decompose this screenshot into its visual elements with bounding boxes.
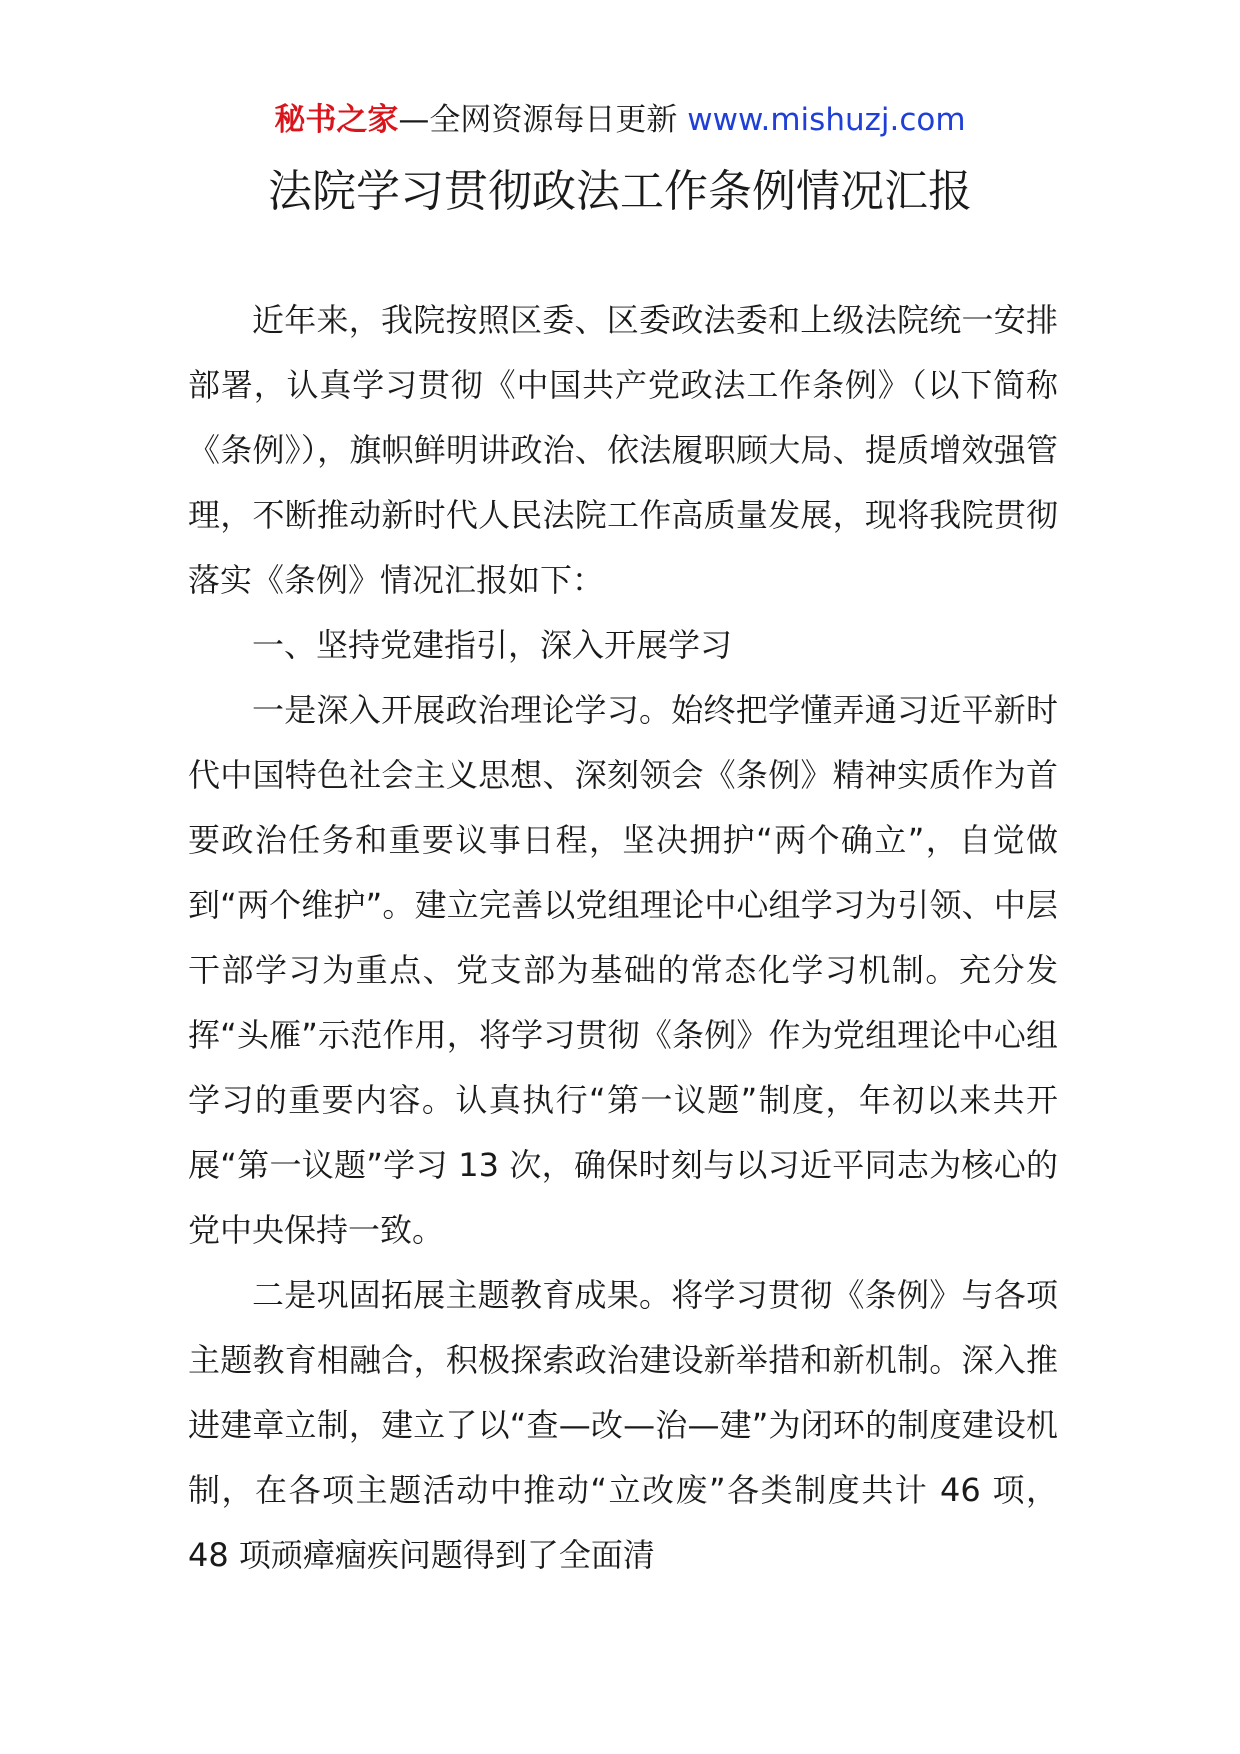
brand-slogan: —全网资源每日更新 bbox=[398, 102, 678, 138]
document-title: 法院学习贯彻政法工作条例情况汇报 bbox=[268, 166, 972, 217]
intro-paragraph: 近年来，我院按照区委、区委政法委和上级法院统一安排部署，认真学习贯彻《中国共产党政法工作条例》（以下简称《条例》），旗帜鲜明讲政治、依法履职顾大局、提质增效强管理，不断推动新时代人民法院工作高质量发展，现将我院贯彻落实《条例》情况汇报如下： bbox=[188, 301, 1058, 599]
body-paragraph: 一是深入开展政治理论学习。始终把学懂弄通习近平新时代中国特色社会主义思想、深刻领会《条例》精神实质作为首要政治任务和重要议事日程，坚决拥护“两个确立”，自觉做到“两个维护”。建立完善以党组理论中心组学习为引领、中层干部学习为重点、党支部为基础的常态化学习机制。充分发挥“头雁”示范作用，将学习贯彻《条例》作为党组理论中心组学习的重要内容。认真执行“第一议题”制度，年初以来共开展“第一议题”学习 13 次，确保时刻与以习近平同志为核心的党中央保持一致。 bbox=[188, 691, 1058, 1249]
section-heading: 一、坚持党建指引，深入开展学习 bbox=[252, 626, 733, 664]
brand-name: 秘书之家 bbox=[274, 102, 399, 138]
site-banner bbox=[0, 100, 1240, 140]
site-url[interactable]: www.mishuzj.com bbox=[687, 102, 966, 138]
body-paragraph: 二是巩固拓展主题教育成果。将学习贯彻《条例》与各项主题教育相融合，积极探索政治建设新举措和新机制。深入推进建章立制，建立了以“查—改—治—建”为闭环的制度建设机制，在各项主题活动中推动“立改废”各类制度共计 46 项，48 项顽瘴痼疾问题得到了全面清 bbox=[188, 1276, 1058, 1574]
document-body bbox=[188, 288, 1058, 1588]
